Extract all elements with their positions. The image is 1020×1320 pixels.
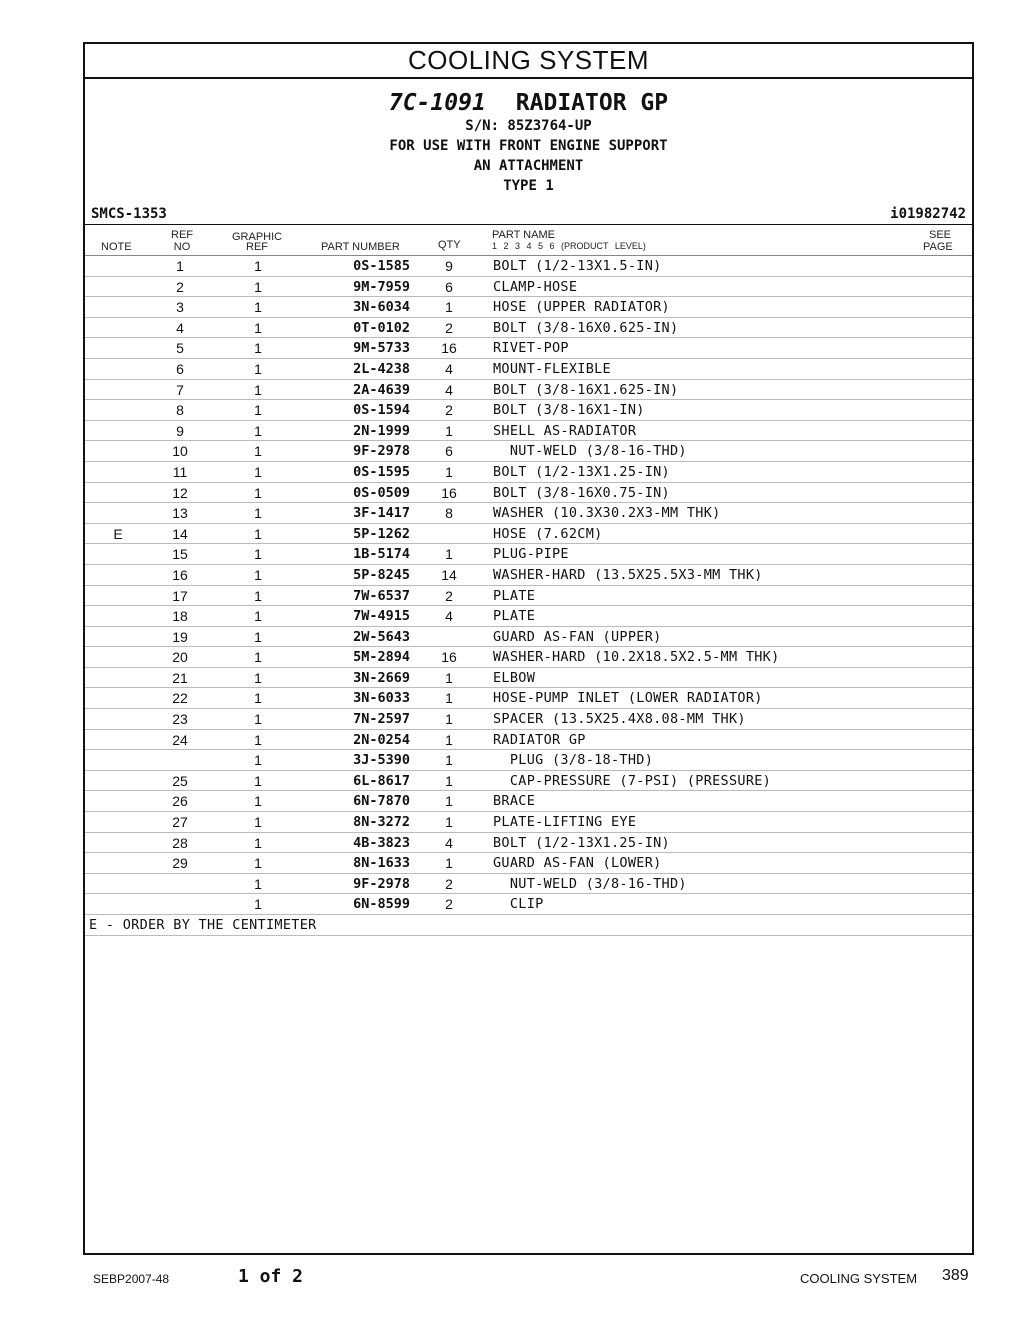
- qty-cell: 1: [445, 814, 453, 831]
- ref-no-cell: 22: [172, 690, 188, 707]
- ref-no-cell: 27: [172, 814, 188, 831]
- qty-cell: 6: [445, 278, 453, 295]
- part-name-cell: BOLT (1/2-13X1.25-IN): [493, 463, 670, 480]
- part-name-cell: CLAMP-HOSE: [493, 278, 578, 295]
- table-row: [85, 462, 972, 483]
- part-number-cell: 9M-7959: [353, 278, 410, 295]
- part-number-cell: 2A-4639: [353, 381, 410, 398]
- part-number-cell: 0S-1585: [353, 258, 410, 274]
- qty-cell: 1: [445, 299, 453, 316]
- part-number-cell: 5P-1262: [353, 525, 410, 542]
- part-name-cell: SHELL AS-RADIATOR: [493, 422, 637, 439]
- part-name-cell: BRACE: [493, 793, 536, 810]
- part-name-cell: HOSE (7.62CM): [493, 525, 603, 542]
- qty-cell: 16: [441, 340, 457, 357]
- part-name-cell: BOLT (3/8-16X0.75-IN): [493, 484, 670, 501]
- part-number-cell: 5P-8245: [353, 566, 410, 583]
- graphic-ref-cell: 1: [254, 628, 262, 645]
- table-row: [85, 627, 972, 648]
- part-name-cell: PLATE: [493, 587, 536, 604]
- part-name-cell: PLATE-LIFTING EYE: [493, 814, 637, 831]
- part-number-cell: 8N-3272: [353, 814, 410, 831]
- part-name-cell: CLIP: [493, 896, 544, 913]
- graphic-ref-cell: 1: [254, 566, 262, 583]
- part-name-cell: NUT-WELD (3/8-16-THD): [493, 875, 687, 892]
- table-row: [85, 606, 972, 627]
- qty-cell: 8: [445, 505, 453, 522]
- ref-no-cell: 25: [172, 772, 188, 789]
- part-name-cell: BOLT (3/8-16X0.625-IN): [493, 319, 679, 336]
- header-part-number: PART NUMBER: [321, 241, 400, 253]
- graphic-ref-cell: 1: [254, 258, 262, 274]
- ref-no-cell: 2: [176, 278, 184, 295]
- ref-no-cell: 20: [172, 649, 188, 666]
- part-number-cell: 8N-1633: [353, 855, 410, 872]
- table-row: [85, 853, 972, 874]
- graphic-ref-cell: 1: [254, 772, 262, 789]
- graphic-ref-cell: 1: [254, 649, 262, 666]
- table-row: [85, 524, 972, 545]
- part-number-cell: 0S-0509: [353, 484, 410, 501]
- qty-cell: 4: [445, 834, 453, 851]
- graphic-ref-cell: 1: [254, 340, 262, 357]
- header-product-level: 1 2 3 4 5 6 (PRODUCT LEVEL): [492, 241, 646, 251]
- qty-cell: 14: [441, 566, 457, 583]
- table-row: [85, 833, 972, 854]
- group-heading: [85, 90, 972, 196]
- table-row: [85, 441, 972, 462]
- ref-no-cell: 19: [172, 628, 188, 645]
- qty-cell: 1: [445, 711, 453, 728]
- ref-no-cell: 18: [172, 608, 188, 625]
- part-name-cell: GUARD AS-FAN (UPPER): [493, 628, 662, 645]
- qty-cell: 16: [441, 484, 457, 501]
- part-number-cell: 9F-2978: [353, 443, 410, 460]
- part-number-cell: 2N-0254: [353, 731, 410, 748]
- graphic-ref-cell: 1: [254, 875, 262, 892]
- header-graphic-top: GRAPHIC: [232, 231, 283, 243]
- graphic-ref-cell: 1: [254, 834, 262, 851]
- parts-page-frame: [83, 42, 974, 1255]
- part-name-cell: BOLT (1/2-13X1.5-IN): [493, 258, 662, 274]
- part-name-cell: WASHER-HARD (13.5X25.5X3-MM THK): [493, 566, 763, 583]
- part-number-cell: 3J-5390: [353, 752, 410, 769]
- graphic-ref-cell: 1: [254, 299, 262, 316]
- part-number-cell: 0T-0102: [353, 319, 410, 336]
- illustration-id: i01982742: [890, 206, 966, 222]
- graphic-ref-cell: 1: [254, 711, 262, 728]
- part-name-cell: HOSE (UPPER RADIATOR): [493, 299, 670, 316]
- group-name: RADIATOR GP: [515, 90, 669, 116]
- qty-cell: 9: [445, 258, 453, 274]
- part-name-cell: ELBOW: [493, 669, 536, 686]
- header-qty: QTY: [438, 239, 461, 251]
- ref-no-cell: 17: [172, 587, 188, 604]
- table-row: [85, 812, 972, 833]
- table-row: [85, 647, 972, 668]
- graphic-ref-cell: 1: [254, 731, 262, 748]
- page-number: 389: [942, 1267, 969, 1284]
- table-row: [85, 483, 972, 504]
- table-row: [85, 709, 972, 730]
- table-row: [85, 771, 972, 792]
- note-cell: E: [113, 525, 123, 542]
- part-number-cell: 2W-5643: [353, 628, 410, 645]
- table-row: [85, 586, 972, 607]
- graphic-ref-cell: 1: [254, 855, 262, 872]
- table-row: [85, 503, 972, 524]
- usage-line-1: FOR USE WITH FRONT ENGINE SUPPORT: [389, 138, 668, 154]
- ref-no-cell: 29: [172, 855, 188, 872]
- graphic-ref-cell: 1: [254, 752, 262, 769]
- part-number-cell: 2N-1999: [353, 422, 410, 439]
- table-row: [85, 544, 972, 565]
- qty-cell: 4: [445, 360, 453, 377]
- part-number-cell: 7W-6537: [353, 587, 410, 604]
- qty-cell: 2: [445, 319, 453, 336]
- qty-cell: 4: [445, 608, 453, 625]
- part-name-cell: PLATE: [493, 608, 536, 625]
- qty-cell: 1: [445, 793, 453, 810]
- graphic-ref-cell: 1: [254, 587, 262, 604]
- part-number-cell: 9F-2978: [353, 875, 410, 892]
- table-row: [85, 565, 972, 586]
- part-name-cell: BOLT (3/8-16X1.625-IN): [493, 381, 679, 398]
- graphic-ref-cell: 1: [254, 360, 262, 377]
- ref-no-cell: 28: [172, 834, 188, 851]
- table-row: [85, 400, 972, 421]
- ref-no-cell: 16: [172, 566, 188, 583]
- header-ref-top: REF: [171, 229, 193, 241]
- parts-table-body: [85, 256, 972, 915]
- part-number-cell: 0S-1595: [353, 463, 410, 480]
- table-row: [85, 380, 972, 401]
- table-row: [85, 359, 972, 380]
- graphic-ref-cell: 1: [254, 484, 262, 501]
- table-row: [85, 688, 972, 709]
- part-number-cell: 0S-1594: [353, 402, 410, 419]
- part-number-cell: 6L-8617: [353, 772, 410, 789]
- graphic-ref-cell: 1: [254, 443, 262, 460]
- qty-cell: 1: [445, 463, 453, 480]
- header-see-bottom: PAGE: [923, 241, 953, 253]
- ref-no-cell: 26: [172, 793, 188, 810]
- ref-no-cell: 7: [176, 381, 184, 398]
- qty-cell: 16: [441, 649, 457, 666]
- header-part-name: PART NAME: [492, 229, 555, 241]
- part-number-cell: 4B-3823: [353, 834, 410, 851]
- graphic-ref-cell: 1: [254, 319, 262, 336]
- qty-cell: 1: [445, 772, 453, 789]
- qty-cell: 6: [445, 443, 453, 460]
- part-name-cell: BOLT (3/8-16X1-IN): [493, 402, 645, 419]
- graphic-ref-cell: 1: [254, 381, 262, 398]
- ref-no-cell: 11: [172, 463, 188, 480]
- table-row: [85, 256, 972, 277]
- part-number-cell: 3N-6034: [353, 299, 410, 316]
- ref-no-cell: 4: [176, 319, 184, 336]
- part-name-cell: GUARD AS-FAN (LOWER): [493, 855, 662, 872]
- header-see-top: SEE: [929, 229, 952, 241]
- part-name-cell: WASHER (10.3X30.2X3-MM THK): [493, 505, 721, 522]
- qty-cell: 2: [445, 402, 453, 419]
- part-name-cell: RADIATOR GP: [493, 731, 586, 748]
- ref-no-cell: 1: [176, 258, 184, 274]
- table-row: [85, 318, 972, 339]
- graphic-ref-cell: 1: [254, 402, 262, 419]
- usage-line-2: AN ATTACHMENT: [473, 158, 584, 174]
- header-ref-bottom: NO: [173, 241, 191, 253]
- part-number-cell: 1B-5174: [353, 546, 410, 563]
- qty-cell: 4: [445, 381, 453, 398]
- graphic-ref-cell: 1: [254, 896, 262, 913]
- part-number-cell: 7W-4915: [353, 608, 410, 625]
- qty-cell: 2: [445, 587, 453, 604]
- table-header: [85, 224, 972, 256]
- ref-no-cell: 15: [172, 546, 188, 563]
- table-row: [85, 297, 972, 318]
- part-name-cell: SPACER (13.5X25.4X8.08-MM THK): [493, 711, 746, 728]
- table-row: [85, 338, 972, 359]
- table-row: [85, 791, 972, 812]
- part-name-cell: PLUG-PIPE: [493, 546, 569, 563]
- part-number-cell: 9M-5733: [353, 340, 410, 357]
- table-row: [85, 750, 972, 771]
- qty-cell: 1: [445, 669, 453, 686]
- graphic-ref-cell: 1: [254, 546, 262, 563]
- qty-cell: 2: [445, 896, 453, 913]
- table-row: [85, 874, 972, 895]
- ref-no-cell: 21: [172, 669, 188, 686]
- part-number-cell: 5M-2894: [353, 649, 410, 666]
- code-row: [85, 202, 972, 224]
- part-name-cell: WASHER-HARD (10.2X18.5X2.5-MM THK): [493, 649, 780, 666]
- qty-cell: 1: [445, 731, 453, 748]
- graphic-ref-cell: 1: [254, 463, 262, 480]
- table-row: [85, 421, 972, 442]
- graphic-ref-cell: 1: [254, 608, 262, 625]
- graphic-ref-cell: 1: [254, 690, 262, 707]
- footnote: E - ORDER BY THE CENTIMETER: [85, 915, 972, 936]
- type-line: TYPE 1: [503, 178, 554, 194]
- ref-no-cell: 5: [176, 340, 184, 357]
- part-name-cell: PLUG (3/8-18-THD): [493, 752, 654, 769]
- page-footer: [0, 1266, 1020, 1290]
- part-number-cell: 6N-7870: [353, 793, 410, 810]
- qty-cell: 1: [445, 752, 453, 769]
- graphic-ref-cell: 1: [254, 669, 262, 686]
- group-number: 7C-1091: [388, 90, 486, 116]
- footer-section: COOLING SYSTEM: [800, 1271, 918, 1286]
- part-number-cell: 3N-2669: [353, 669, 410, 686]
- part-number-cell: 6N-8599: [353, 896, 410, 913]
- ref-no-cell: 23: [172, 711, 188, 728]
- qty-cell: 2: [445, 875, 453, 892]
- part-name-cell: NUT-WELD (3/8-16-THD): [493, 443, 687, 460]
- table-row: [85, 668, 972, 689]
- part-number-cell: 3F-1417: [353, 505, 410, 522]
- graphic-ref-cell: 1: [254, 505, 262, 522]
- ref-no-cell: 8: [176, 402, 184, 419]
- ref-no-cell: 3: [176, 299, 184, 316]
- ref-no-cell: 12: [172, 484, 188, 501]
- header-graphic-bottom: REF: [246, 241, 268, 253]
- part-name-cell: RIVET-POP: [493, 340, 569, 357]
- part-name-cell: MOUNT-FLEXIBLE: [493, 360, 611, 377]
- part-number-cell: 3N-6033: [353, 690, 410, 707]
- qty-cell: 1: [445, 422, 453, 439]
- ref-no-cell: 14: [172, 525, 188, 542]
- part-name-cell: BOLT (1/2-13X1.25-IN): [493, 834, 670, 851]
- header-note: NOTE: [101, 241, 132, 253]
- table-row: [85, 730, 972, 751]
- graphic-ref-cell: 1: [254, 793, 262, 810]
- qty-cell: 1: [445, 690, 453, 707]
- ref-no-cell: 10: [172, 443, 188, 460]
- table-row: [85, 894, 972, 915]
- section-title: COOLING SYSTEM: [85, 44, 972, 79]
- graphic-ref-cell: 1: [254, 814, 262, 831]
- part-number-cell: 2L-4238: [353, 360, 410, 377]
- ref-no-cell: 13: [172, 505, 188, 522]
- ref-no-cell: 24: [172, 731, 188, 748]
- smcs-code: SMCS-1353: [91, 206, 167, 222]
- part-name-cell: HOSE-PUMP INLET (LOWER RADIATOR): [493, 690, 763, 707]
- document-number: SEBP2007-48: [93, 1272, 170, 1286]
- qty-cell: 1: [445, 546, 453, 563]
- table-row: [85, 277, 972, 298]
- graphic-ref-cell: 1: [254, 422, 262, 439]
- serial-number: S/N: 85Z3764-UP: [465, 118, 592, 134]
- ref-no-cell: 6: [176, 360, 184, 377]
- part-number-cell: 7N-2597: [353, 711, 410, 728]
- ref-no-cell: 9: [176, 422, 184, 439]
- graphic-ref-cell: 1: [254, 525, 262, 542]
- graphic-ref-cell: 1: [254, 278, 262, 295]
- page-of: 1 of 2: [238, 1266, 304, 1287]
- part-name-cell: CAP-PRESSURE (7-PSI) (PRESSURE): [493, 772, 772, 789]
- qty-cell: 1: [445, 855, 453, 872]
